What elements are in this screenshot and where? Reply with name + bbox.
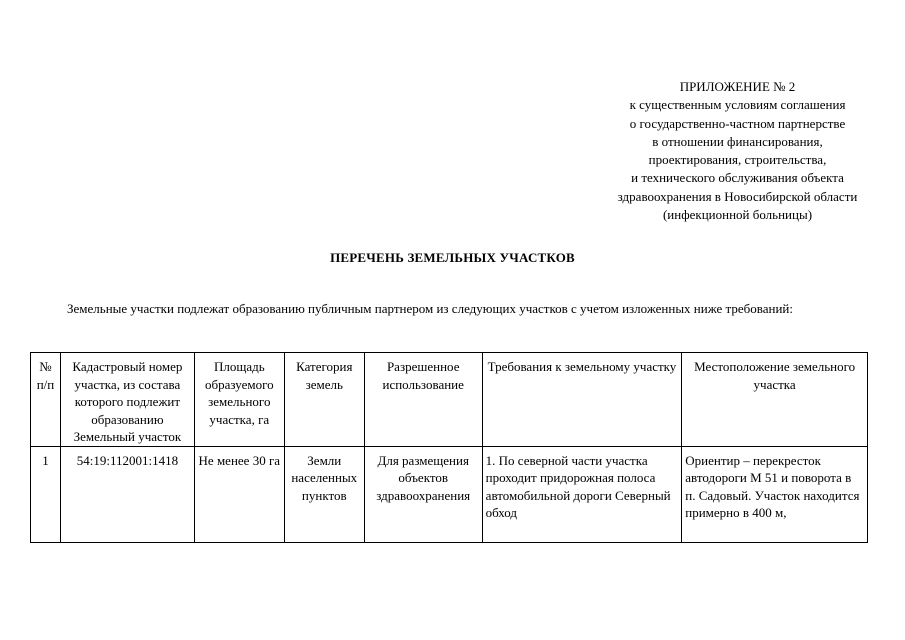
- cell-requirements: 1. По северной части участка проходит придорожная полоса автомобильной дороги Северный обход: [482, 446, 682, 542]
- cell-area: Не менее 30 га: [194, 446, 284, 542]
- appendix-line: ПРИЛОЖЕНИЕ № 2: [679, 79, 796, 94]
- cell-number: 1: [31, 446, 61, 542]
- col-header-location: Местоположение земельного участка: [682, 353, 868, 447]
- col-header-area: Площадь образуемого земельного участка, га: [194, 353, 284, 447]
- col-header-usage: Разрешенное использование: [364, 353, 482, 447]
- appendix-line: проектирования, строительства,: [648, 152, 827, 168]
- document-title: ПЕРЕЧЕНЬ ЗЕМЕЛЬНЫХ УЧАСТКОВ: [330, 250, 575, 265]
- land-plots-table: [30, 352, 868, 543]
- cell-location: Ориентир – перекресток автодороги М 51 и поворота в п. Садовый. Участок находится примерно в 400 м,: [682, 446, 868, 542]
- appendix-line: в отношении финансирования,: [652, 133, 823, 149]
- intro-paragraph: Земельные участки подлежат образованию публичным партнером из следующих участков с учетом изложенных ниже требований:: [67, 301, 794, 316]
- appendix-line: к существенным условиям соглашения: [629, 97, 846, 113]
- col-header-number: № п/п: [31, 353, 61, 447]
- cell-usage: Для размещения объектов здравоохранения: [364, 446, 482, 542]
- col-header-cadastral: Кадастровый номер участка, из состава которого подлежит образованию Земельный участок: [60, 353, 194, 447]
- cell-cadastral: 54:19:112001:1418: [60, 446, 194, 542]
- appendix-line: (инфекционной больницы): [662, 207, 813, 223]
- cell-category: Земли населенных пунктов: [284, 446, 364, 542]
- appendix-line: здравоохранения в Новосибирской области: [617, 188, 858, 204]
- appendix-line: о государственно-частном партнерстве: [629, 115, 846, 131]
- appendix-line: и технического обслуживания объекта: [631, 170, 844, 186]
- col-header-category: Категория земель: [284, 353, 364, 447]
- table-row: [31, 446, 868, 542]
- table-header-row: [31, 353, 868, 447]
- col-header-requirements: Требования к земельному участку: [482, 353, 682, 447]
- appendix-header: [590, 78, 885, 224]
